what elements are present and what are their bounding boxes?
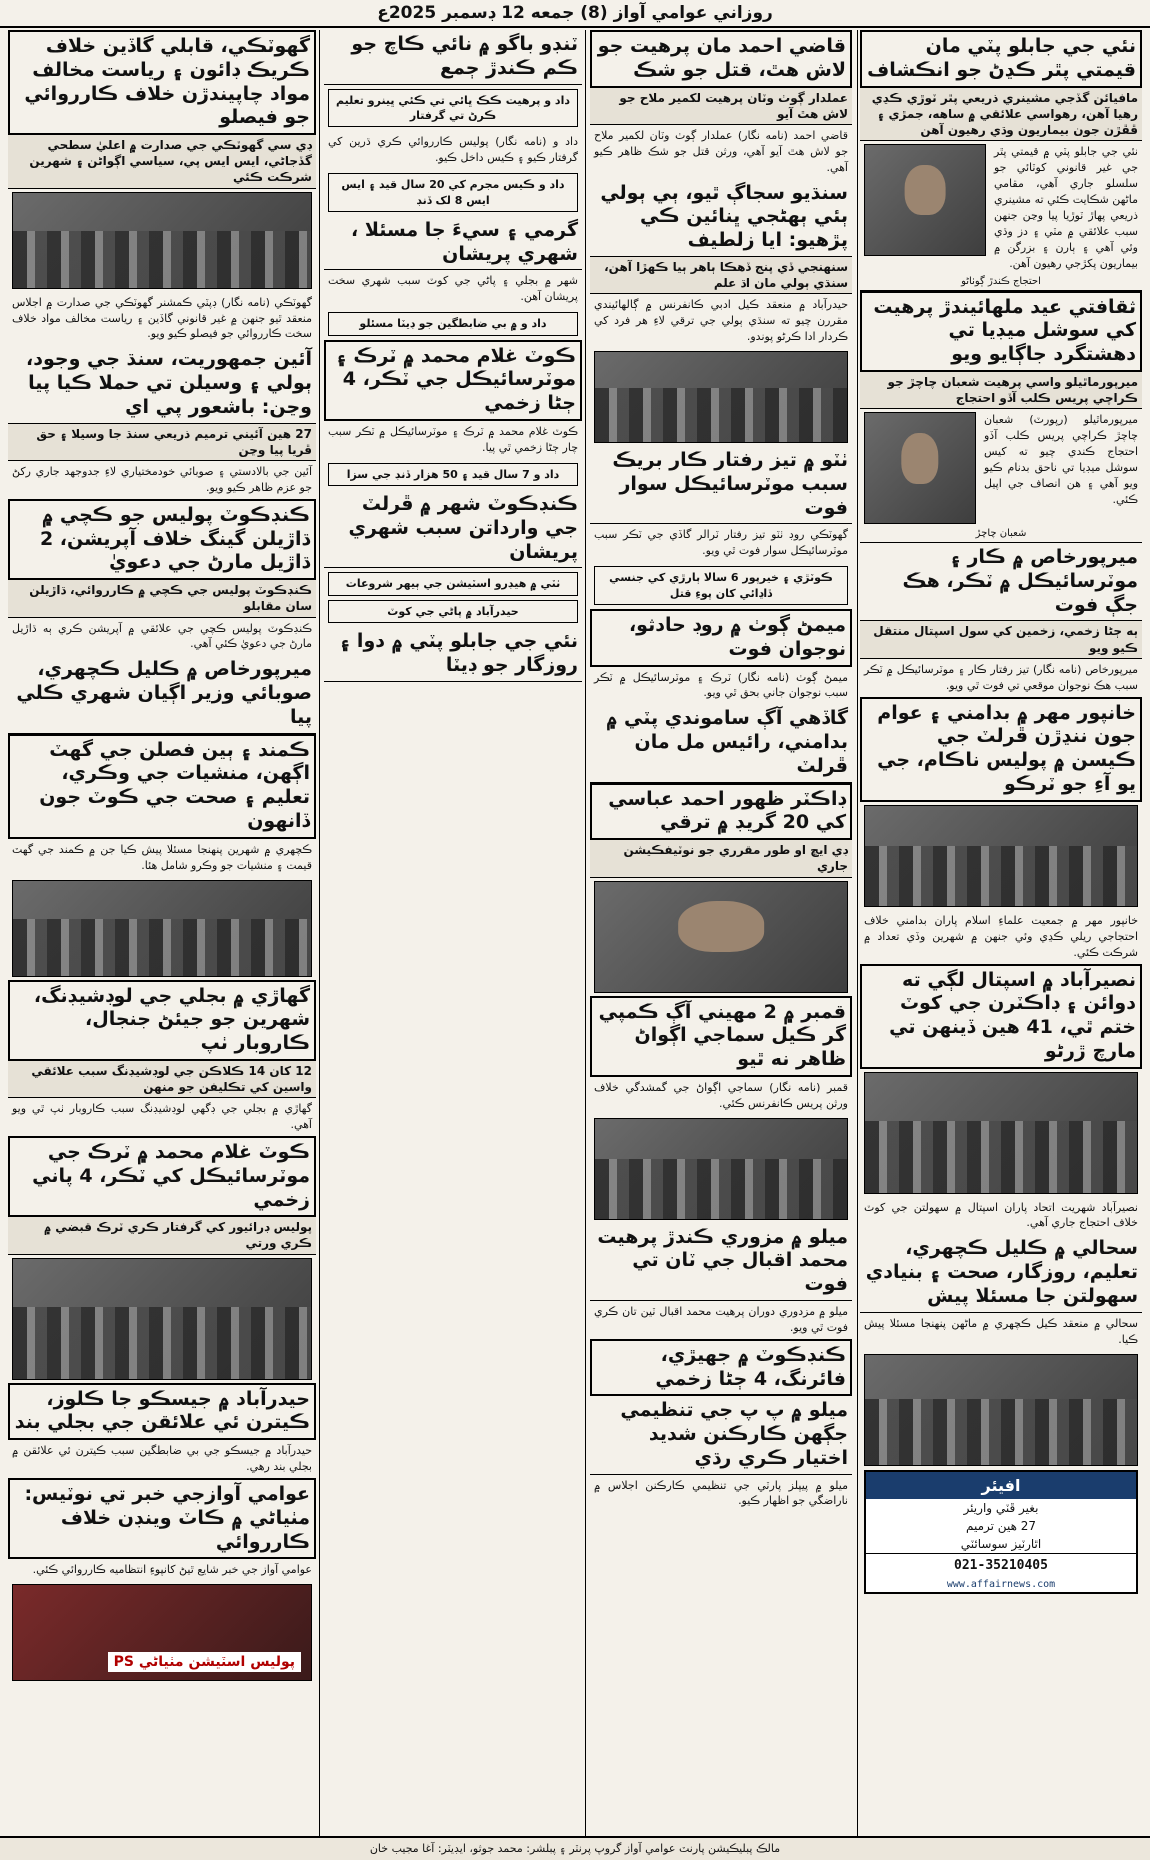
headline: آئين جمهوريت، سنڌ جي وجود، ٻولي ۽ وسيلن تي حملا ڪيا پيا وڃن: باشعور پي اي xyxy=(8,345,316,423)
portrait-photo xyxy=(594,881,848,993)
subheadline: سنهنجي ڏي پنج ڏهڪا ٻاهر ٻيا ڪهڙا آهن، سنڌي ٻولي مان اڌ علم xyxy=(590,257,852,294)
ad-line: 27 هين ترميم xyxy=(966,1518,1036,1533)
article-body: نصيرآباد شهريت اتحاد پاران اسپتال ۾ سهولتن جي کوٽ خلاف احتجاج جاري آهي. xyxy=(864,1200,1138,1230)
subheadline: پوليس ڊرائيور کي گرفتار ڪري ٽرڪ قبضي ۾ ڪري ورتي xyxy=(8,1217,316,1254)
meeting-photo xyxy=(12,192,312,289)
article-body: حيدرآباد ۾ جيسڪو جي بي ضابطگين سبب ڪيترن ئي علائقن ۾ بجلي بند رهي. xyxy=(12,1444,312,1474)
headline: ميرپورخاص ۾ ڪليل ڪچهري، صوبائي وزير اڳيان شهري ڪلي پيا xyxy=(8,655,316,733)
police-station-sign: پوليس اسٽيشن مٺياڻي PS xyxy=(108,1652,301,1672)
lead-subheadline: مافيائن گڏجي مشينري ذريعي پٿر ٽوڙي ڪڍي رهيا آهن، رهواسي علائقي ۾ ساهه، جمڙي ۽ ڦڦڙن جون بيماريون وڌي رهيون آهن xyxy=(860,88,1142,142)
kachehri-photo xyxy=(12,880,312,977)
column-left xyxy=(8,30,316,1684)
headline: گرمي ۽ سيءَ جا مسئلا ، شهري پريشان xyxy=(324,216,582,271)
subheadline: عملدار ڳوٺ وٽان پرهيت لکمير ملاح جو لاش هٿ آيو xyxy=(590,88,852,125)
accident-photo xyxy=(12,1258,312,1380)
ad-phone: 021-35210405 xyxy=(866,1553,1136,1577)
portrait-photo xyxy=(864,412,976,524)
subheadline: ميرپورماٿيلو واسي پرهيت شعبان چاچڙ جو ڪراچي پريس ڪلب آڏو احتجاج xyxy=(860,372,1142,409)
headline: ڪمند ۽ ٻين فصلن جي گهٽ اڳهن، منشيات جي وڪري، تعليم ۽ صحت جي ڪوٽ جون ڏانهون xyxy=(8,734,316,839)
article-body: ميمڻ ڳوٺ (نامه نگار) ٽرڪ ۽ موٽرسائيڪل ۾ ٽڪر سبب نوجوان جاني بحق ٿي ويو. xyxy=(594,670,848,700)
headline: ميمڻ ڳوٺ ۾ روڊ حادثو، نوجوان فوت xyxy=(590,609,852,667)
headline: ڪوٽ غلام محمد ۾ ٽرڪ ۽ موٽرسائيڪل جي ٽڪر، 4 ڄڻا زخمي xyxy=(324,340,582,421)
article-body: قاضي احمد (نامه نگار) عملدار ڳوٺ وٽان لکمير ملاح جو لاش هٿ آيو آهي، ورثن قتل جو شڪ ظاهر ڪيو آهي. xyxy=(594,128,848,174)
headline: سنڌيو سجاڳ ٿيو، ٻي ٻولي ٻئي ٻهڻجي ڀنائين ڪي پڙهيو: ايا زلطيف xyxy=(590,179,852,257)
lead-photo xyxy=(864,144,986,256)
column-middle-left xyxy=(324,30,582,682)
headline: ڊاڪٽر ظهور احمد عباسي کي 20 گريڊ ۾ ترقي xyxy=(590,783,852,841)
headline: ڪوٽ غلام محمد ۾ ٽرڪ جي موٽرسائيڪل کي ٽڪر، 4 پاني زخمي xyxy=(8,1136,316,1217)
headline: گهاڙي ۾ بجلي جي لوڊشيڊنگ، شهرين جو جيئڻ جنجال، ڪاروبار ٺپ xyxy=(8,980,316,1061)
article-body: داد و (نامه نگار) پوليس ڪارروائي ڪري ڌرين کي گرفتار ڪيو ۽ ڪيس داخل ڪيو. xyxy=(328,135,578,165)
article-body: قمبر (نامه نگار) سماجي اڳواڻ جي گمشدگي خلاف ورثن پريس ڪانفرنس ڪئي. xyxy=(594,1080,848,1110)
headline: قاضي احمد مان پرهيت جو لاش هٿ، قتل جو شڪ xyxy=(590,30,852,88)
subheadline: ٻه ڄڻا زخمي، زخمين کي سول اسپتال منتقل ڪيو ويو xyxy=(860,621,1142,658)
article-body: عوامي آواز جي خبر شايع ٿيڻ کانپوءِ انتظاميه ڪارروائي ڪئي. xyxy=(32,1563,312,1577)
lead-headline: نئي جي جابلو پٽي مان قيمتي پٿر ڪڍڻ جو انڪشاف xyxy=(860,30,1142,88)
column-middle-right xyxy=(590,30,852,1512)
ad-website[interactable]: www.affairnews.com xyxy=(946,1578,1056,1590)
news-brief: داد و پرهيت ڪڪ ڀائي تي ڪئي ڀينرو تعليم ڪرڻ تي گرفتار xyxy=(328,89,578,128)
article-body: خانپور مهر ۾ جمعيت علماءِ اسلام پاران بدامني خلاف احتجاجي ريلي ڪڍي وئي جنهن ۾ شهرين وڏي تعداد ۾ شرڪت ڪئي. xyxy=(864,913,1138,959)
photo-caption: شعبان چاچڙ xyxy=(860,527,1142,543)
headline: عوامي آوازجي خبر تي نوٽيس: مٺياڻي ۾ ڪاٽ وينڊن خلاف ڪارروائي xyxy=(8,1478,316,1559)
police-station-photo xyxy=(12,1584,312,1681)
ad-line: بغير ڦٽي واريئر xyxy=(963,1500,1039,1515)
ad-title: افيئر xyxy=(866,1472,1136,1499)
headline: ميلو ۾ مزوري ڪندڙ پرهيت محمد اقبال جي ٽان تي فوت xyxy=(590,1223,852,1301)
headline: ميرپورخاص ۾ ڪار ۽ موٽرسائيڪل ۾ ٽڪر، هڪ جڳ فوت xyxy=(860,543,1142,621)
press-photo xyxy=(594,1118,848,1220)
ad-line: اٿارٽيز سوسائٽي xyxy=(960,1536,1042,1551)
article-body: ميرپورماٿيلو (رپورٽ) شعبان چاچڙ ڪراچي پريس ڪلب آڏو احتجاج ڪندي چيو ته کيس سوشل ميڊيا تي ناحق بدنام ڪيو ويو آهي ۽ هن انصاف جي اپيل ڪئي. xyxy=(984,413,1138,506)
advertisement xyxy=(864,1470,1138,1594)
headline: ڪنڊڪوٽ شهر ۾ ڦرلٽ جي وارداتن سبب شهري پريشان xyxy=(324,490,582,568)
news-brief: ڪوٽڙي ۽ خيرپور 6 سالا ٻارڙي کي جنسي ڏاڍائي کان پوءِ قتل xyxy=(594,566,848,605)
column-rule xyxy=(319,30,320,1836)
headline: ٽنڊو باگو ۾ نائي ڪاچ جو ڪم ڪندڙ ڄمع xyxy=(324,30,582,85)
subheadline: ڪنڊڪوٽ پوليس جي ڪچي ۾ ڪارروائي، ڌاڙيلن سان مقابلو xyxy=(8,580,316,617)
lead-body: نئي جي جابلو پٽي ۾ قيمتي پٿر جي غير قانوني کوٽائي جو سلسلو جاري آهي، مقامي ماڻهن شڪايت ڪئي ته مشينري ذريعي پهاڙ ٽوڙيا پيا وڃن جنهن سبب علائقي ۾ مٽي ۽ دز وڌي وئي آهي ۽ ٻارن ۽ بزرگن ۾ بيماريون پکڙجي رهيون آهن. xyxy=(994,145,1138,270)
article-body: آئين جي بالادستي ۽ صوبائي خودمختياري لاءِ جدوجهد جاري رکڻ جو عزم ظاهر ڪيو ويو. xyxy=(12,465,312,494)
headline: نصيرآباد ۾ اسپتال لڳي ته دوائن ۽ ڊاڪٽرن جي کوٽ ختم ٿي، 41 هين ڏينهن تي مارچ ڙرڻو xyxy=(860,964,1142,1069)
news-brief: داد و ۾ بي ضابطگين جو ڊيٽا مسئلو xyxy=(328,312,578,335)
article-body: ڪنڊڪوٽ پوليس ڪچي جي علائقي ۾ آپريشن ڪري ٻه ڌاڙيل مارڻ جي دعويٰ ڪئي آهي. xyxy=(12,621,312,651)
article-body: سحالي ۾ منعقد ڪيل ڪچهري ۾ ماڻهن پنهنجا مسئلا پيش ڪيا. xyxy=(864,1316,1138,1346)
meeting-photo xyxy=(864,1354,1138,1466)
headline: گاڏهي آڳ ساموندي پٽي ۾ بدامني، رائيس مل مان ڦرلٽ xyxy=(590,704,852,782)
headline: ڪنڊڪوٽ پوليس جو ڪچي ۾ ڌاڙيلن گينگ خلاف آپريشن، 2 ڌاڙيل مارڻ جي دعويٰ xyxy=(8,499,316,580)
news-brief: داد و 7 سال قيد ۽ 50 هزار ڏنڊ جي سزا xyxy=(328,463,578,486)
article-body: ميرپورخاص (نامه نگار) تيز رفتار ڪار ۽ موٽرسائيڪل ۾ ٽڪر سبب هڪ نوجوان موقعي تي فوت ٿي ويو. xyxy=(864,662,1138,692)
headline: خانپور مهر ۾ بدامني ۽ عوام جون ننڍڙن ڦرلٽ جي ڪيسن ۾ پوليس ناڪام، جي يو آءِ جو ٽرڪو xyxy=(860,697,1142,802)
footer-imprint: مالڪ پبليڪيشن پارنٽ عوامي آواز گروپ پرنٽر ۽ پبلشر: محمد جوثو، ايڊيٽر: آغا مجيب خان xyxy=(0,1836,1150,1860)
headline: نئي جي جابلو پٽي ۾ دوا ۽ روزگار جو ڊيٽا xyxy=(324,627,582,682)
headline: ميلو ۾ پ پ جي تنظيمي جڳهن ڪارڪنن شديد اختيار ڪري رڌي xyxy=(590,1396,852,1474)
headline: قمبر ۾ 2 مهيني آڳ ڪمپي گر ڪيل سماجي اڳواڻ ظاهر نه ٿيو xyxy=(590,996,852,1077)
column-right xyxy=(860,30,1142,1598)
column-rule xyxy=(857,30,858,1836)
protest-photo xyxy=(864,1072,1138,1194)
article-body: حيدرآباد ۾ منعقد ڪيل ادبي ڪانفرنس ۾ ڳالهائيندي مقررن چيو ته سنڌي ٻولي جي ترقي لاءِ هر فرد کي ڪردار ادا ڪرڻو پوندو. xyxy=(594,298,848,344)
subheadline: 12 کان 14 ڪلاڪن جي لوڊشيڊنگ سبب علائقي واسين کي تڪليفن جو منهن xyxy=(8,1061,316,1098)
column-rule xyxy=(585,30,586,1836)
news-brief: ٺٽي ۾ هيڊرو اسٽيشن جي ٻيهر شروعات xyxy=(328,572,578,595)
news-brief: حيدرآباد ۾ پاڻي جي کوٽ xyxy=(328,600,578,623)
article-body: ميلو ۾ مزدوري دوران پرهيت محمد اقبال ٽين تان ڪري فوت ٿي ويو. xyxy=(594,1304,848,1334)
rally-photo xyxy=(864,805,1138,907)
headline: سحالي ۾ ڪليل ڪچهري، تعليم، روزگار، صحت ۽ بنيادي سهولتن جا مسئلا پيش xyxy=(860,1234,1142,1312)
headline: گهوٽڪي، قابلي گاڏين خلاف ڪريڪ ڊائون ۽ رياست مخالف مواد چاپيندڙن خلاف ڪارروائي جو فيصلو xyxy=(8,30,316,135)
subheadline: ڊي سي گهوٽڪي جي صدارت ۾ اعليٰ سطحي گڏجاڻي، ايس ايس پي، سياسي اڳواڻن ۽ شهرين شرڪت ڪئي xyxy=(8,135,316,189)
article-body: گهوٽڪي روڊ ٺٽو تيز رفتار ٽرالر گاڏي جي ٽڪر سبب موٽرسائيڪل سوار فوت ٿي ويو. xyxy=(594,528,848,558)
article-body: شهر ۾ بجلي ۽ پاڻي جي کوٽ سبب شهري سخت پريشان آهن. xyxy=(328,274,578,304)
headline: ثقافتي عيد ملهائيندڙ پرهيت کي سوشل ميڊيا تي دهشتگرد جاڳايو ويو xyxy=(860,291,1142,372)
article-body: ڪوٽ غلام محمد ۾ ٽرڪ ۽ موٽرسائيڪل ۾ ٽڪر سبب چار ڄڻا زخمي ٿي پيا. xyxy=(328,424,578,454)
article-body: ڪچهري ۾ شهرين پنهنجا مسئلا پيش ڪيا جن ۾ ڪمند جي گهٽ قيمت ۽ منشيات جو وڪرو شامل هئا. xyxy=(12,842,312,872)
masthead: روزاني عوامي آواز (8) جمعه 12 ڊسمبر 2025ع xyxy=(0,0,1150,28)
headline: ڪنڊڪوٽ ۾ جهيڙي، فائرنگ، 4 ڄڻا زخمي xyxy=(590,1339,852,1397)
article-body: گهاڙي ۾ بجلي جي ڊگهي لوڊشيڊنگ سبب ڪاروبار ٺپ ٿي ويو آهي. xyxy=(12,1102,312,1132)
subheadline: 27 هين آئيني ترميم ذريعي سنڌ جا وسيلا ۽ حق ڦريا پيا وڃن xyxy=(8,424,316,461)
headline: حيدرآباد ۾ جيسڪو جا ڪلوز، ڪيترن ئي علائقن جي بجلي بند xyxy=(8,1383,316,1441)
article-body: ميلو ۾ پيپلز پارٽي جي تنظيمي ڪارڪنن اجلاس ۾ ناراضگي جو اظهار ڪيو. xyxy=(594,1478,848,1508)
article-body: گهوٽڪي (نامه نگار) ڊپٽي ڪمشنر گهوٽڪي جي صدارت ۾ اجلاس منعقد ٿيو جنهن ۾ غير قانوني گاڏين ۽ رياست مخالف مواد خلاف سخت ڪارروائي جو فيصلو ڪيو ويو. xyxy=(12,295,312,341)
news-brief: داد و ڪيس مجرم کي 20 سال قيد ۽ ايس ايس 8 لک ڏنڊ xyxy=(328,173,578,212)
headline: ٺٽو ۾ تيز رفتار ڪار بريڪ سبب موٽرسائيڪل سوار فوت xyxy=(590,446,852,524)
photo-caption: احتجاج ڪندڙ ڳوٺاڻو xyxy=(860,275,1142,291)
subheadline: ڊي ايڇ او طور مقرري جو نوٽيفڪيشن جاري xyxy=(590,840,852,877)
conference-photo xyxy=(594,351,848,443)
